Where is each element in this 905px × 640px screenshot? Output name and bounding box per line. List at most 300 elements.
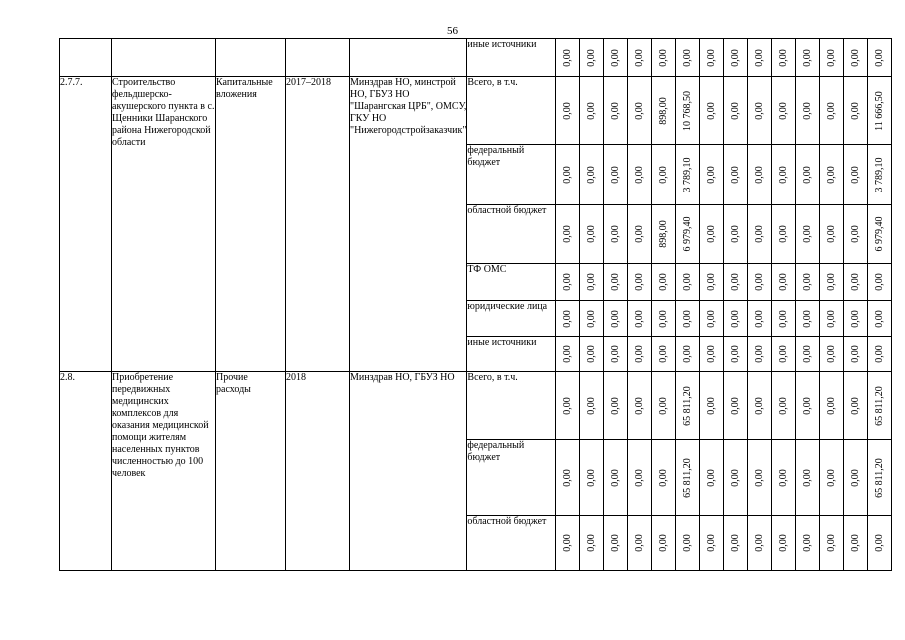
amount-value: 0,00 — [777, 396, 789, 415]
amount-cell — [844, 440, 868, 516]
amount-cell — [772, 372, 796, 440]
amount-cell — [676, 516, 700, 571]
amount-cell — [676, 440, 700, 516]
amount-value: 0,00 — [777, 309, 789, 328]
amount-value: 0,00 — [609, 165, 621, 184]
amount-cell — [748, 145, 772, 205]
amount-value: 0,00 — [561, 396, 573, 415]
amount-cell — [652, 77, 676, 145]
amount-cell — [700, 39, 724, 77]
amount-value: 0,00 — [849, 273, 861, 291]
amount-value: 0,00 — [657, 273, 669, 291]
amount-cell — [628, 516, 652, 571]
amount-value: 0,00 — [681, 309, 693, 328]
amount-cell — [724, 337, 748, 372]
amount-cell — [748, 337, 772, 372]
amount-value: 0,00 — [873, 273, 885, 291]
amount-cell — [556, 264, 580, 301]
amount-cell — [772, 205, 796, 264]
amount-cell — [652, 301, 676, 337]
amount-cell — [772, 264, 796, 301]
amount-cell — [820, 39, 844, 77]
amount-cell — [652, 440, 676, 516]
amount-cell — [796, 440, 820, 516]
amount-cell — [844, 301, 868, 337]
page-number: 56 — [447, 25, 458, 37]
amount-cell — [556, 337, 580, 372]
item-name-cell: Приобретение передвижных медицинских комплексов для оказания медицинской помощи жителям населенных пунктов численностью до 100 человек — [112, 372, 216, 571]
funding-source-cell: иные источники — [467, 39, 556, 77]
amount-value: 0,00 — [609, 534, 621, 552]
amount-value: 0,00 — [561, 309, 573, 328]
amount-cell — [844, 516, 868, 571]
amount-value: 0,00 — [849, 396, 861, 415]
amount-cell — [604, 372, 628, 440]
amount-cell — [844, 372, 868, 440]
amount-value: 0,00 — [609, 396, 621, 415]
item-code-cell: 2.8. — [60, 372, 112, 571]
amount-cell — [796, 77, 820, 145]
amount-cell — [628, 264, 652, 301]
amount-value: 0,00 — [633, 468, 645, 487]
amount-cell — [580, 77, 604, 145]
amount-value: 0,00 — [705, 273, 717, 291]
amount-cell — [676, 145, 700, 205]
funding-source-cell: областной бюджет — [467, 205, 556, 264]
amount-cell — [628, 440, 652, 516]
amount-cell — [580, 264, 604, 301]
amount-value: 0,00 — [585, 273, 597, 291]
amount-value: 898,00 — [657, 220, 669, 248]
funding-source-cell: ТФ ОМС — [467, 264, 556, 301]
amount-cell — [604, 301, 628, 337]
amount-value: 0,00 — [633, 101, 645, 120]
item-code-cell: 2.7.7. — [60, 77, 112, 372]
amount-cell — [844, 264, 868, 301]
amount-value: 0,00 — [777, 345, 789, 363]
amount-value: 0,00 — [633, 273, 645, 291]
amount-value: 0,00 — [609, 101, 621, 120]
amount-cell — [748, 264, 772, 301]
amount-cell — [628, 337, 652, 372]
amount-value: 0,00 — [801, 101, 813, 120]
amount-cell — [652, 205, 676, 264]
amount-cell — [700, 516, 724, 571]
expense-type-cell — [216, 39, 286, 77]
amount-cell — [796, 301, 820, 337]
amount-value: 0,00 — [801, 468, 813, 487]
amount-value: 0,00 — [729, 165, 741, 184]
amount-value: 0,00 — [753, 225, 765, 243]
amount-cell — [844, 145, 868, 205]
amount-cell — [796, 205, 820, 264]
amount-value: 0,00 — [633, 345, 645, 363]
amount-cell — [868, 372, 892, 440]
amount-cell — [676, 77, 700, 145]
amount-value: 0,00 — [825, 225, 837, 243]
amount-value: 0,00 — [657, 48, 669, 67]
amount-value: 0,00 — [729, 534, 741, 552]
amount-value: 11 666,50 — [873, 90, 885, 131]
amount-value: 0,00 — [801, 309, 813, 328]
amount-value: 0,00 — [801, 165, 813, 184]
amount-value: 3 789,10 — [681, 157, 693, 192]
amount-value: 0,00 — [825, 165, 837, 184]
executor-cell — [350, 39, 467, 77]
amount-value: 65 811,20 — [873, 385, 885, 426]
amount-cell — [796, 264, 820, 301]
amount-value: 0,00 — [849, 345, 861, 363]
amount-cell — [868, 440, 892, 516]
amount-value: 0,00 — [777, 165, 789, 184]
amount-value: 0,00 — [561, 345, 573, 363]
amount-cell — [556, 205, 580, 264]
amount-value: 0,00 — [873, 345, 885, 363]
funding-source-cell: областной бюджет — [467, 516, 556, 571]
amount-cell — [748, 301, 772, 337]
amount-cell — [676, 301, 700, 337]
amount-cell — [868, 77, 892, 145]
amount-value: 0,00 — [849, 225, 861, 243]
amount-cell — [724, 145, 748, 205]
amount-value: 0,00 — [681, 48, 693, 67]
amount-value: 0,00 — [633, 534, 645, 552]
amount-value: 0,00 — [873, 309, 885, 328]
amount-cell — [652, 145, 676, 205]
amount-cell — [604, 264, 628, 301]
amount-value: 0,00 — [801, 345, 813, 363]
amount-value: 0,00 — [609, 273, 621, 291]
amount-cell — [724, 264, 748, 301]
amount-value: 0,00 — [561, 101, 573, 120]
amount-value: 0,00 — [777, 48, 789, 67]
amount-cell — [772, 77, 796, 145]
amount-value: 0,00 — [561, 534, 573, 552]
amount-cell — [676, 372, 700, 440]
amount-value: 0,00 — [561, 225, 573, 243]
amount-cell — [868, 145, 892, 205]
amount-cell — [700, 145, 724, 205]
expense-type-cell: Капитальные вложения — [216, 77, 286, 372]
amount-value: 0,00 — [753, 345, 765, 363]
amount-value: 0,00 — [561, 468, 573, 487]
amount-value: 0,00 — [681, 273, 693, 291]
amount-cell — [844, 337, 868, 372]
executor-cell: Минздрав НО, ГБУЗ НО — [350, 372, 467, 571]
amount-value: 0,00 — [705, 101, 717, 120]
amount-cell — [580, 516, 604, 571]
program-table — [59, 38, 892, 571]
amount-value: 0,00 — [801, 396, 813, 415]
amount-cell — [844, 39, 868, 77]
amount-value: 0,00 — [753, 468, 765, 487]
amount-cell — [820, 337, 844, 372]
amount-cell — [772, 301, 796, 337]
amount-cell — [868, 39, 892, 77]
amount-value: 0,00 — [585, 165, 597, 184]
amount-value: 0,00 — [825, 273, 837, 291]
amount-cell — [868, 516, 892, 571]
amount-value: 0,00 — [801, 534, 813, 552]
amount-cell — [652, 372, 676, 440]
amount-value: 0,00 — [705, 468, 717, 487]
amount-value: 0,00 — [801, 225, 813, 243]
amount-cell — [652, 39, 676, 77]
amount-value: 0,00 — [753, 165, 765, 184]
amount-value: 0,00 — [753, 48, 765, 67]
amount-cell — [748, 205, 772, 264]
amount-cell — [748, 372, 772, 440]
amount-value: 0,00 — [801, 48, 813, 67]
amount-cell — [724, 516, 748, 571]
amount-value: 0,00 — [561, 165, 573, 184]
amount-value: 0,00 — [729, 273, 741, 291]
amount-cell — [700, 440, 724, 516]
funding-source-cell: Всего, в т.ч. — [467, 77, 556, 145]
amount-cell — [772, 516, 796, 571]
funding-source-cell: федеральный бюджет — [467, 440, 556, 516]
amount-value: 0,00 — [729, 309, 741, 328]
amount-cell — [580, 39, 604, 77]
amount-value: 0,00 — [849, 165, 861, 184]
amount-cell — [556, 301, 580, 337]
amount-value: 0,00 — [657, 309, 669, 328]
amount-value: 6 979,40 — [681, 216, 693, 252]
amount-cell — [796, 39, 820, 77]
amount-value: 0,00 — [849, 48, 861, 67]
amount-value: 0,00 — [825, 534, 837, 552]
funding-source-cell: юридические лица — [467, 301, 556, 337]
amount-value: 0,00 — [681, 534, 693, 552]
amount-value: 0,00 — [705, 165, 717, 184]
amount-value: 0,00 — [777, 468, 789, 487]
amount-value: 0,00 — [633, 396, 645, 415]
amount-cell — [580, 145, 604, 205]
amount-cell — [556, 39, 580, 77]
amount-value: 0,00 — [849, 534, 861, 552]
amount-value: 0,00 — [705, 534, 717, 552]
amount-cell — [820, 145, 844, 205]
amount-value: 65 811,20 — [873, 457, 885, 498]
amount-value: 0,00 — [585, 309, 597, 328]
years-cell: 2018 — [286, 372, 350, 571]
amount-cell — [580, 205, 604, 264]
amount-value: 0,00 — [777, 273, 789, 291]
amount-cell — [844, 77, 868, 145]
amount-value: 0,00 — [753, 534, 765, 552]
amount-value: 0,00 — [705, 345, 717, 363]
amount-value: 0,00 — [729, 101, 741, 120]
amount-value: 0,00 — [633, 309, 645, 328]
table-row — [60, 39, 892, 77]
amount-value: 0,00 — [585, 534, 597, 552]
amount-cell — [772, 145, 796, 205]
amount-cell — [628, 39, 652, 77]
amount-cell — [676, 205, 700, 264]
amount-cell — [796, 337, 820, 372]
amount-value: 0,00 — [873, 534, 885, 552]
amount-cell — [868, 205, 892, 264]
amount-cell — [676, 337, 700, 372]
amount-value: 0,00 — [609, 225, 621, 243]
amount-cell — [772, 440, 796, 516]
amount-cell — [676, 39, 700, 77]
amount-value: 0,00 — [657, 345, 669, 363]
amount-cell — [700, 337, 724, 372]
table-row — [60, 77, 892, 145]
amount-cell — [700, 77, 724, 145]
amount-cell — [604, 39, 628, 77]
years-cell — [286, 39, 350, 77]
amount-cell — [748, 516, 772, 571]
amount-value: 0,00 — [657, 468, 669, 487]
amount-value: 0,00 — [561, 273, 573, 291]
amount-value: 0,00 — [729, 48, 741, 67]
amount-value: 0,00 — [849, 309, 861, 328]
amount-value: 0,00 — [585, 225, 597, 243]
amount-value: 0,00 — [873, 48, 885, 67]
amount-cell — [820, 77, 844, 145]
amount-value: 0,00 — [753, 396, 765, 415]
amount-cell — [772, 39, 796, 77]
amount-value: 0,00 — [825, 48, 837, 67]
amount-cell — [820, 440, 844, 516]
amount-value: 0,00 — [825, 396, 837, 415]
amount-cell — [796, 372, 820, 440]
amount-value: 0,00 — [849, 101, 861, 120]
amount-value: 0,00 — [585, 468, 597, 487]
amount-value: 3 789,10 — [873, 157, 885, 192]
amount-value: 10 768,50 — [681, 90, 693, 131]
amount-cell — [796, 145, 820, 205]
amount-cell — [724, 39, 748, 77]
amount-value: 0,00 — [681, 345, 693, 363]
amount-cell — [580, 440, 604, 516]
amount-cell — [868, 337, 892, 372]
amount-cell — [580, 372, 604, 440]
amount-value: 0,00 — [849, 468, 861, 487]
amount-value: 0,00 — [825, 468, 837, 487]
amount-value: 0,00 — [705, 48, 717, 67]
amount-value: 0,00 — [657, 165, 669, 184]
amount-value: 0,00 — [825, 345, 837, 363]
amount-cell — [868, 264, 892, 301]
amount-cell — [820, 301, 844, 337]
amount-value: 0,00 — [777, 101, 789, 120]
amount-cell — [724, 205, 748, 264]
amount-value: 0,00 — [609, 468, 621, 487]
amount-value: 6 979,40 — [873, 216, 885, 252]
amount-cell — [604, 516, 628, 571]
funding-source-cell: федеральный бюджет — [467, 145, 556, 205]
amount-cell — [604, 205, 628, 264]
amount-cell — [604, 77, 628, 145]
amount-cell — [796, 516, 820, 571]
amount-cell — [820, 516, 844, 571]
amount-value: 0,00 — [633, 48, 645, 67]
amount-value: 0,00 — [609, 309, 621, 328]
amount-cell — [580, 301, 604, 337]
amount-cell — [628, 77, 652, 145]
amount-cell — [724, 372, 748, 440]
amount-value: 0,00 — [585, 396, 597, 415]
amount-cell — [724, 77, 748, 145]
amount-cell — [820, 372, 844, 440]
amount-value: 0,00 — [753, 273, 765, 291]
amount-value: 0,00 — [585, 345, 597, 363]
table-row — [60, 372, 892, 440]
years-cell: 2017–2018 — [286, 77, 350, 372]
amount-cell — [652, 337, 676, 372]
amount-cell — [652, 264, 676, 301]
amount-cell — [700, 264, 724, 301]
amount-cell — [748, 39, 772, 77]
amount-cell — [604, 440, 628, 516]
amount-cell — [772, 337, 796, 372]
amount-value: 0,00 — [633, 225, 645, 243]
amount-value: 0,00 — [825, 309, 837, 328]
amount-value: 0,00 — [777, 225, 789, 243]
executor-cell: Минздрав НО, минстрой НО, ГБУЗ НО "Шарангская ЦРБ", ОМСУ, ГКУ НО "Нижегородстройзаказчик" — [350, 77, 467, 372]
amount-cell — [820, 205, 844, 264]
amount-cell — [556, 440, 580, 516]
amount-cell — [604, 145, 628, 205]
funding-source-cell: иные источники — [467, 337, 556, 372]
amount-value: 65 811,20 — [681, 385, 693, 426]
amount-value: 0,00 — [777, 534, 789, 552]
amount-value: 0,00 — [705, 309, 717, 328]
item-name-cell — [112, 39, 216, 77]
amount-cell — [628, 372, 652, 440]
amount-cell — [700, 205, 724, 264]
amount-value: 0,00 — [729, 345, 741, 363]
amount-value: 65 811,20 — [681, 457, 693, 498]
expense-type-cell: Прочие расходы — [216, 372, 286, 571]
amount-value: 0,00 — [561, 48, 573, 67]
amount-value: 0,00 — [705, 225, 717, 243]
amount-value: 0,00 — [657, 396, 669, 415]
amount-value: 0,00 — [801, 273, 813, 291]
funding-source-cell: Всего, в т.ч. — [467, 372, 556, 440]
amount-cell — [556, 372, 580, 440]
amount-cell — [628, 301, 652, 337]
amount-value: 0,00 — [633, 165, 645, 184]
amount-cell — [820, 264, 844, 301]
item-name-cell: Строительство фельдшерско-акушерского пункта в с. Щенники Шаранского района Нижегородской области — [112, 77, 216, 372]
amount-value: 0,00 — [609, 48, 621, 67]
amount-cell — [628, 205, 652, 264]
amount-cell — [676, 264, 700, 301]
amount-cell — [556, 77, 580, 145]
amount-value: 0,00 — [585, 48, 597, 67]
amount-cell — [700, 301, 724, 337]
amount-cell — [724, 301, 748, 337]
amount-value: 0,00 — [753, 101, 765, 120]
amount-value: 0,00 — [825, 101, 837, 120]
item-code-cell — [60, 39, 112, 77]
amount-value: 0,00 — [729, 225, 741, 243]
amount-value: 0,00 — [729, 468, 741, 487]
amount-cell — [868, 301, 892, 337]
amount-cell — [604, 337, 628, 372]
amount-cell — [556, 516, 580, 571]
amount-value: 0,00 — [705, 396, 717, 415]
amount-cell — [628, 145, 652, 205]
amount-value: 0,00 — [609, 345, 621, 363]
amount-cell — [748, 440, 772, 516]
amount-value: 0,00 — [753, 309, 765, 328]
amount-cell — [652, 516, 676, 571]
